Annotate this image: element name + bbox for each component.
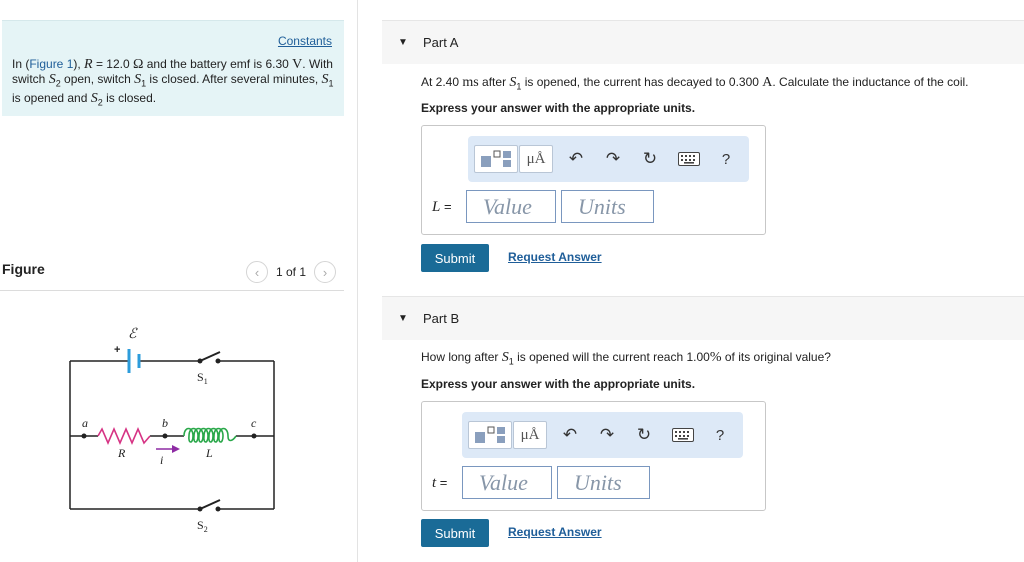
keyboard-glyph bbox=[672, 428, 694, 442]
circuit-diagram bbox=[60, 316, 290, 541]
undo-icon[interactable]: ↶ bbox=[562, 425, 578, 444]
figure-pager bbox=[246, 261, 336, 283]
caret-down-icon: ▼ bbox=[398, 313, 408, 324]
equals-sign: = bbox=[436, 475, 448, 490]
var-s: S bbox=[48, 72, 56, 87]
switch-s1-contact bbox=[216, 359, 221, 364]
submit-button[interactable]: Submit bbox=[421, 519, 489, 547]
sub-2: 2 bbox=[97, 97, 103, 108]
var-s: S bbox=[509, 75, 517, 90]
question-text: is opened will the current reach 1.00 bbox=[513, 350, 710, 364]
units-input[interactable] bbox=[561, 190, 654, 223]
part-a-header[interactable] bbox=[382, 20, 1024, 64]
inductor-label: L bbox=[206, 446, 213, 460]
var-t: t bbox=[432, 475, 437, 491]
switch-s1-letter: S bbox=[197, 370, 204, 384]
templates-icon[interactable] bbox=[468, 421, 512, 449]
resistor-label: R bbox=[118, 446, 126, 460]
var-s: S bbox=[321, 72, 329, 87]
redo-icon[interactable]: ↷ bbox=[599, 425, 615, 444]
redo-icon[interactable]: ↷ bbox=[605, 149, 621, 168]
keyboard-glyph bbox=[678, 152, 700, 166]
question-text: is opened, the current has decayed to 0.300 bbox=[521, 75, 763, 89]
templates-glyph bbox=[472, 425, 508, 445]
sub-1: 1 bbox=[141, 78, 147, 89]
keyboard-icon[interactable] bbox=[670, 421, 696, 449]
units-input[interactable] bbox=[557, 466, 650, 499]
keyboard-icon[interactable] bbox=[676, 145, 702, 173]
pager-text: 1 of 1 bbox=[276, 265, 307, 279]
math-toolbar bbox=[468, 136, 749, 182]
variable-label bbox=[432, 199, 452, 216]
problem-statement bbox=[2, 20, 344, 116]
problem-text bbox=[12, 57, 342, 111]
sub-2: 2 bbox=[55, 78, 61, 89]
problem-text-part: ), bbox=[73, 57, 85, 71]
inductor bbox=[184, 429, 236, 443]
part-a-answer-box bbox=[421, 125, 766, 235]
part-a-title: Part A bbox=[423, 35, 459, 50]
var-s: S bbox=[134, 72, 142, 87]
emf-label: ℰ bbox=[128, 327, 137, 342]
current-arrow-head bbox=[172, 445, 180, 453]
value-input[interactable] bbox=[466, 190, 556, 223]
sub-1: 1 bbox=[516, 81, 522, 92]
part-b-header[interactable] bbox=[382, 296, 1024, 340]
part-a-question bbox=[421, 75, 969, 91]
var-s: S bbox=[90, 91, 98, 107]
units-icon[interactable]: μÅ bbox=[513, 421, 547, 449]
templates-icon[interactable] bbox=[474, 145, 518, 173]
switch-s2-letter: S bbox=[197, 518, 204, 532]
chevron-left-icon[interactable]: ‹ bbox=[246, 261, 268, 283]
var-r: R bbox=[84, 57, 93, 72]
node-b bbox=[163, 434, 168, 439]
resistor bbox=[98, 429, 150, 443]
math-toolbar bbox=[462, 412, 743, 458]
question-text: of its original value? bbox=[721, 350, 831, 364]
equals-sign: = bbox=[440, 199, 452, 214]
problem-text-part: = 12.0 bbox=[92, 57, 133, 71]
part-b-instruction: Express your answer with the appropriate units. bbox=[421, 377, 696, 391]
problem-text-part: open, switch bbox=[60, 72, 135, 86]
switch-s2-sub: 2 bbox=[203, 525, 208, 534]
part-b-answer-box bbox=[421, 401, 766, 511]
unit-ohm: Ω bbox=[132, 57, 144, 72]
constants-link[interactable]: Constants bbox=[277, 34, 332, 48]
problem-text-part: is opened and bbox=[12, 91, 91, 106]
figure-title: Figure bbox=[2, 261, 45, 277]
undo-icon[interactable]: ↶ bbox=[568, 149, 584, 168]
switch-s2-contact bbox=[216, 507, 221, 512]
reset-icon[interactable]: ↻ bbox=[642, 149, 658, 168]
switch-s1-sub: 1 bbox=[203, 377, 208, 386]
battery-plus: + bbox=[114, 344, 121, 356]
units-icon[interactable]: μÅ bbox=[519, 145, 553, 173]
help-icon[interactable]: ? bbox=[721, 150, 731, 168]
question-text: . Calculate the inductance of the coil. bbox=[772, 75, 969, 89]
left-column bbox=[0, 0, 358, 562]
switch-s1-label bbox=[197, 370, 208, 386]
sub-1: 1 bbox=[508, 356, 514, 367]
sub-1: 1 bbox=[328, 78, 334, 89]
problem-text-part: is closed. After several minutes, bbox=[146, 72, 322, 86]
figure-link[interactable]: Figure 1 bbox=[29, 57, 74, 71]
templates-glyph bbox=[478, 149, 514, 169]
question-text: after bbox=[478, 75, 510, 89]
current-label: i bbox=[160, 453, 164, 467]
node-a-label: a bbox=[82, 416, 88, 430]
request-answer-link[interactable]: Request Answer bbox=[508, 525, 602, 539]
node-a bbox=[82, 434, 87, 439]
unit-volt: V bbox=[292, 57, 303, 72]
unit-ampere: A bbox=[762, 75, 773, 90]
chevron-right-icon[interactable]: › bbox=[314, 261, 336, 283]
submit-button[interactable]: Submit bbox=[421, 244, 489, 272]
help-icon[interactable]: ? bbox=[715, 426, 725, 444]
unit-percent: % bbox=[709, 350, 722, 365]
var-s: S bbox=[501, 350, 509, 365]
value-input[interactable] bbox=[462, 466, 552, 499]
part-b-title: Part B bbox=[423, 311, 460, 326]
request-answer-link[interactable]: Request Answer bbox=[508, 250, 602, 264]
part-a-instruction: Express your answer with the appropriate units. bbox=[421, 101, 696, 115]
variable-label bbox=[432, 475, 447, 492]
unit-ms: ms bbox=[462, 75, 479, 90]
switch-s2-label bbox=[197, 518, 208, 534]
question-text: How long after bbox=[421, 350, 502, 364]
problem-text-part: and the battery emf is 6.30 bbox=[143, 57, 293, 71]
reset-icon[interactable]: ↻ bbox=[636, 425, 652, 444]
question-text: At 2.40 bbox=[421, 75, 463, 89]
caret-down-icon: ▼ bbox=[398, 37, 408, 48]
node-c bbox=[252, 434, 257, 439]
node-c-label: c bbox=[251, 416, 257, 430]
problem-text-part: In ( bbox=[12, 57, 30, 71]
node-b-label: b bbox=[162, 416, 168, 430]
part-b-question bbox=[421, 350, 831, 366]
var-l: L bbox=[432, 199, 441, 215]
problem-text-part: is closed. bbox=[102, 91, 157, 106]
problem-text-part: . With switch bbox=[12, 57, 333, 86]
figure-header bbox=[0, 256, 344, 291]
